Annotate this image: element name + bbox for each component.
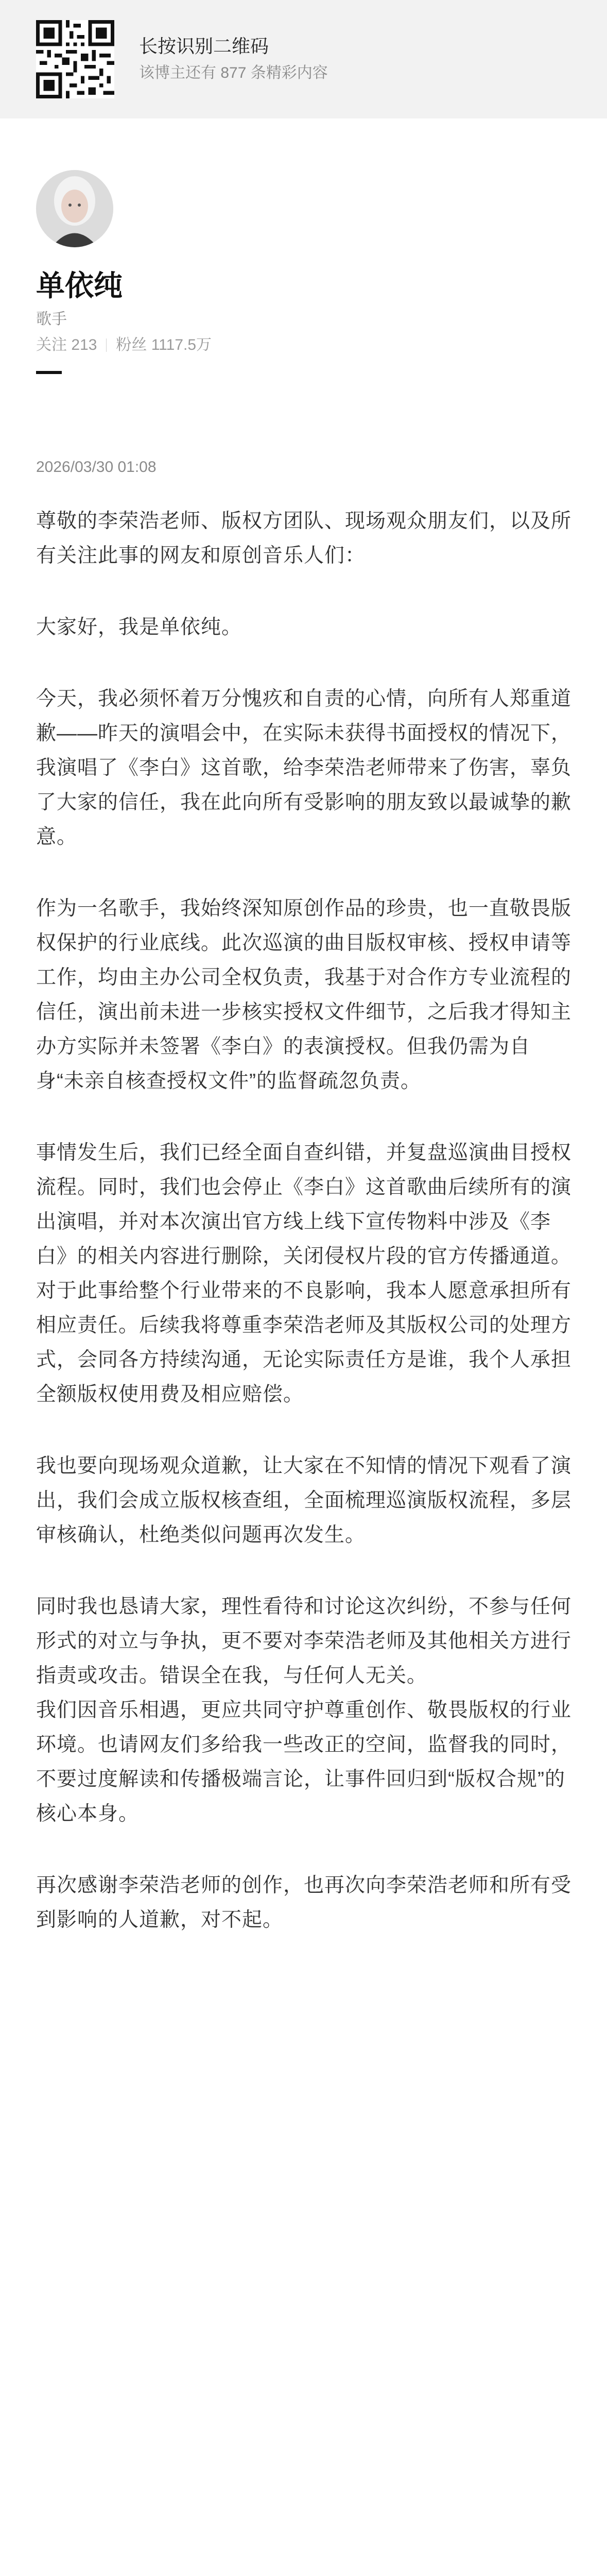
post-paragraph: 同时我也恳请大家，理性看待和讨论这次纠纷，不参与任何形式的对立与争执，更不要对李荣浩老师及其他相关方进行指责或攻击。错误全在我，与任何人无关。 xyxy=(36,1596,572,1687)
post-paragraph: 我也要向现场观众道歉，让大家在不知情的情况下观看了演出，我们会成立版权核查组，全面梳理巡演版权流程，多层审核确认，杜绝类似问题再次发生。 xyxy=(36,1455,572,1546)
profile-header xyxy=(36,170,571,357)
following-count[interactable]: 关注 213 xyxy=(36,336,97,353)
post-paragraph: 事情发生后，我们已经全面自查纠错，并复盘巡演曲目授权流程。同时，我们也会停止《李白》这首歌曲后续所有的演出演唱，并对本次演出官方线上线下宣传物料中涉及《李白》的相关内容进行删除，关闭侵权片段的官方传播通道。对于此事给整个行业带来的不良影响，我本人愿意承担所有相应责任。后续我将尊重李荣浩老师及其版权公司的处理方式，会同各方持续沟通，无论实际责任方是谁，我个人承担全额版权使用费及相应赔偿。 xyxy=(36,1142,572,1405)
avatar[interactable] xyxy=(36,170,113,247)
post-paragraph: 尊敬的李荣浩老师、版权方团队、现场观众朋友们，以及所有关注此事的网友和原创音乐人们： xyxy=(36,510,572,567)
post-paragraph: 我们因音乐相遇，更应共同守护尊重创作、敬畏版权的行业环境。也请网友们多给我一些改正的空间，监督我的同时，不要过度解读和传播极端言论，让事件回归到“版权合规”的核心本身。 xyxy=(36,1699,572,1825)
post-paragraph: 作为一名歌手，我始终深知原创作品的珍贵，也一直敬畏版权保护的行业底线。此次巡演的曲目版权审核、授权申请等工作，均由主办公司全权负责，我基于对合作方专业流程的信任，演出前未进一步核实授权文件细节，之后我才得知主办方实际并未签署《李白》的表演授权。但我仍需为自身“未亲自核查授权文件”的监督疏忽负责。 xyxy=(36,897,572,1092)
user-name[interactable]: 单依纯 xyxy=(36,269,123,302)
qr-banner-text xyxy=(139,33,328,85)
post-paragraph: 再次感谢李荣浩老师的创作，也再次向李荣浩老师和所有受到影响的人道歉，对不起。 xyxy=(36,1874,572,1931)
user-stats xyxy=(36,334,571,357)
qr-banner-subtitle: 该博主还有 877 条精彩内容 xyxy=(139,64,328,81)
user-role: 歌手 xyxy=(36,311,67,328)
post-paragraph: 今天，我必须怀着万分愧疚和自责的心情，向所有人郑重道歉——昨天的演唱会中，在实际未获得书面授权的情况下，我演唱了《李白》这首歌，给李荣浩老师带来了伤害，辜负了大家的信任，我在此向所有受影响的朋友致以最诚挚的歉意。 xyxy=(36,688,572,848)
post-timestamp: 2026/03/30 01:08 xyxy=(36,459,157,476)
qr-banner xyxy=(0,0,607,118)
post-content xyxy=(36,504,571,1974)
stats-separator xyxy=(106,338,107,352)
post-paragraph: 大家好，我是单依纯。 xyxy=(36,616,242,638)
qr-code-image[interactable] xyxy=(36,20,114,98)
section-divider xyxy=(36,371,62,374)
qr-banner-title: 长按识别二维码 xyxy=(139,36,269,57)
followers-count[interactable]: 粉丝 1117.5万 xyxy=(116,336,212,353)
